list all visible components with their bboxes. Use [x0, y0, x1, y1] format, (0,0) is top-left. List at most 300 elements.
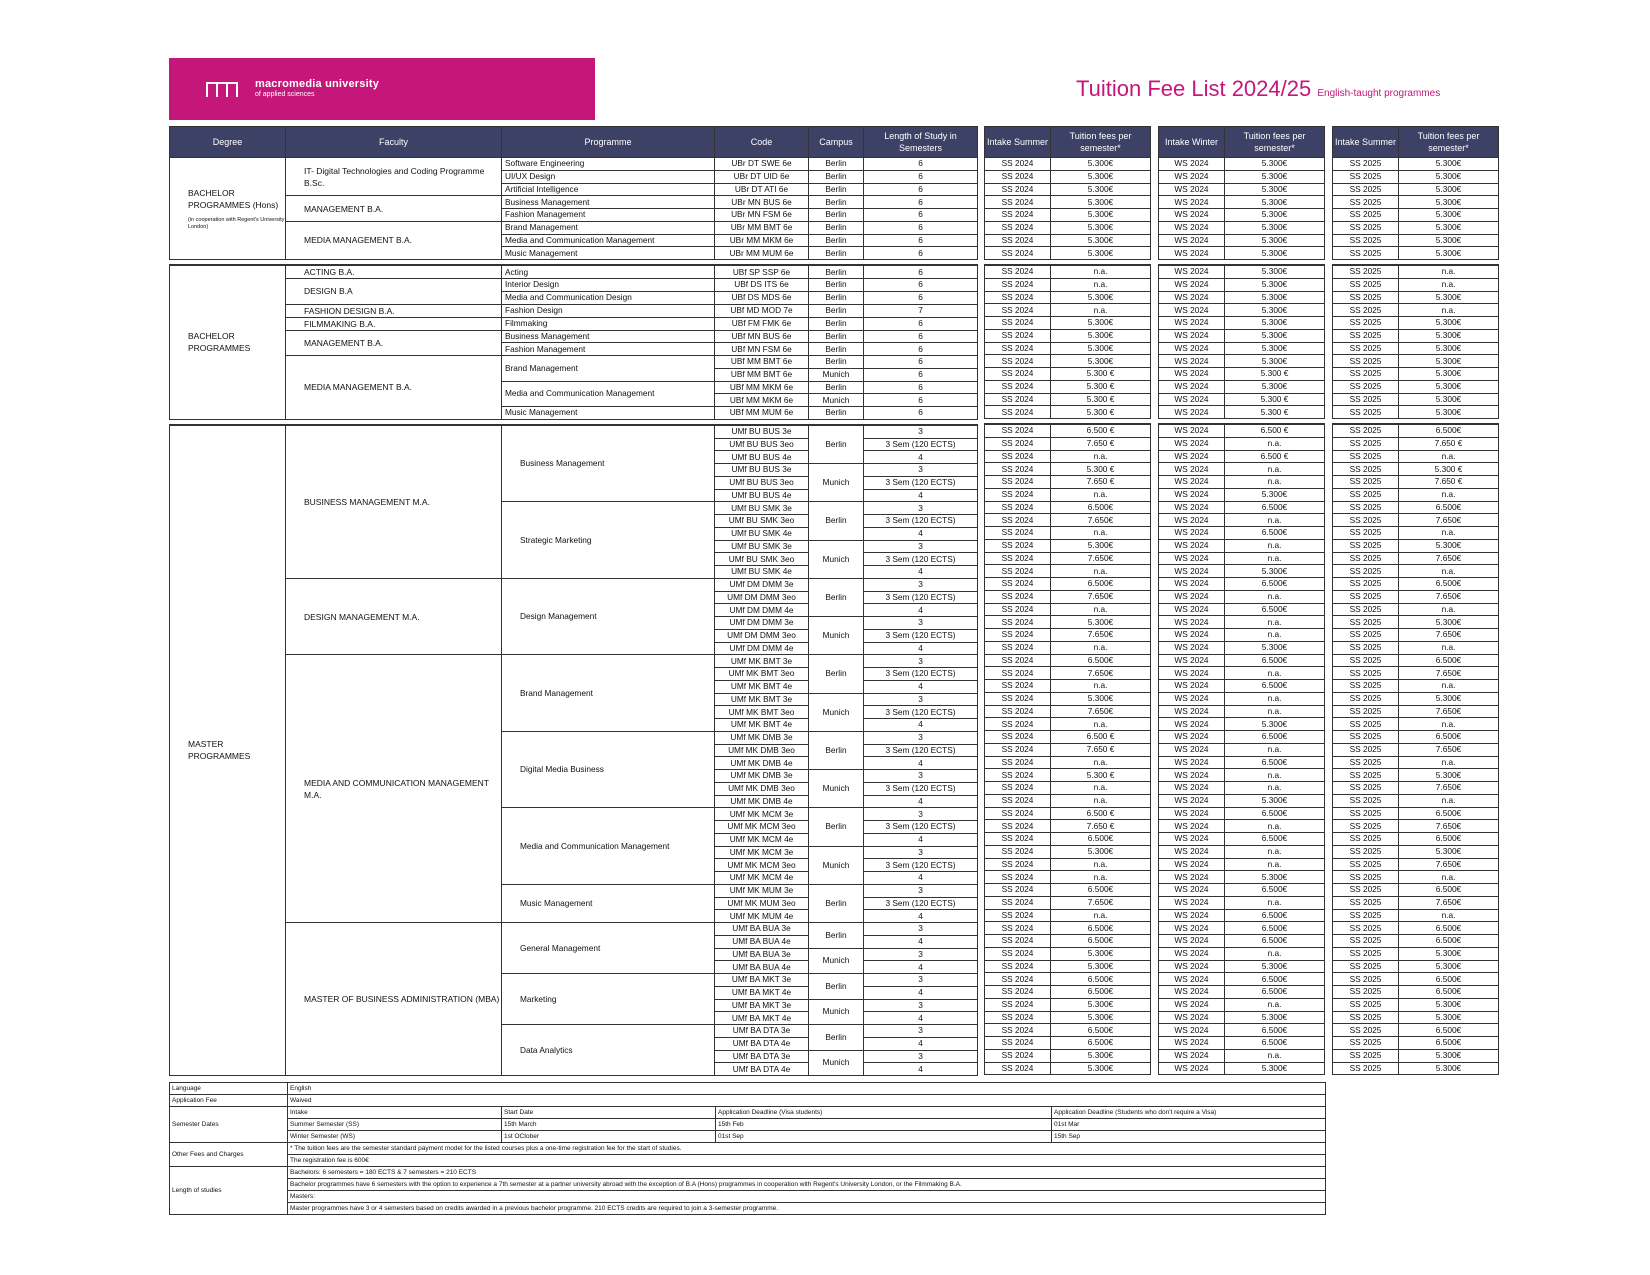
fee-cell: 5.300 €	[1051, 393, 1151, 406]
campus-cell: Munich	[809, 693, 864, 731]
intake-cell: SS 2024	[985, 291, 1051, 304]
intake-cell: SS 2025	[1333, 514, 1399, 527]
fee-cell: 6.500€	[1225, 935, 1325, 948]
length-cell: 7	[864, 304, 978, 317]
intake-cell: SS 2025	[1333, 291, 1399, 304]
length-cell: 3	[864, 425, 978, 438]
title-main: Tuition Fee List 2024/25	[1076, 76, 1312, 101]
length-cell: 3 Sem (120 ECTS)	[864, 744, 978, 757]
fee-cell: 6.500€	[1051, 922, 1151, 935]
fee-cell: n.a.	[1399, 718, 1499, 731]
length-cell: 3	[864, 808, 978, 821]
intake-cell: SS 2024	[985, 896, 1051, 909]
code-cell: UMf MK MCM 3e	[715, 808, 809, 821]
intake-cell: WS 2024	[1159, 476, 1225, 489]
intake-cell: WS 2024	[1159, 527, 1225, 540]
intake-cell: SS 2025	[1333, 565, 1399, 578]
info-value: Master programmes have 3 or 4 semesters based on credits awarded in a previous bachelor programme. 210 ECTS credits are required to join a 3-semester programme.	[288, 1203, 1326, 1215]
fee-cell: 6.500€	[1399, 578, 1499, 591]
fee-cell: n.a.	[1225, 705, 1325, 718]
fee-cell: 5.300€	[1051, 196, 1151, 209]
fee-cell: 6.500€	[1399, 424, 1499, 437]
degree-cell: BACHELOR PROGRAMMES	[170, 265, 286, 419]
programme-cell: Brand Management	[502, 221, 715, 234]
code-cell: UMf BA DTA 4e	[715, 1037, 809, 1050]
intake-cell: SS 2024	[985, 871, 1051, 884]
faculty-cell: DESIGN B.A	[286, 279, 502, 305]
intake-cell: SS 2024	[985, 845, 1051, 858]
length-cell: 3	[864, 884, 978, 897]
fee-cell: 6.500€	[1225, 501, 1325, 514]
intake-cell: SS 2025	[1333, 947, 1399, 960]
intake-summer-header: Intake Summer	[985, 127, 1051, 158]
intake-cell: SS 2024	[985, 820, 1051, 833]
fee-cell: 5.300€	[1399, 1049, 1499, 1062]
fee-cell: n.a.	[1051, 909, 1151, 922]
fee-cell: 5.300€	[1225, 380, 1325, 393]
intake-cell: WS 2024	[1159, 998, 1225, 1011]
intake-cell: SS 2025	[1333, 858, 1399, 871]
fee-cell: n.a.	[1225, 998, 1325, 1011]
fee-cell: n.a.	[1399, 450, 1499, 463]
intake-cell: SS 2025	[1333, 501, 1399, 514]
fee-cell: n.a.	[1225, 629, 1325, 642]
intake-cell: WS 2024	[1159, 578, 1225, 591]
intake-cell: SS 2024	[985, 884, 1051, 897]
fee-cell: n.a.	[1225, 463, 1325, 476]
code-cell: UBf DS MDS 6e	[715, 291, 809, 304]
intake-cell: WS 2024	[1159, 782, 1225, 795]
code-cell: UBf MN BUS 6e	[715, 330, 809, 343]
intake-cell: WS 2024	[1159, 667, 1225, 680]
length-cell: 4	[864, 1012, 978, 1025]
fee-cell: 6.500 €	[1225, 450, 1325, 463]
intake-cell: WS 2024	[1159, 935, 1225, 948]
length-cell: 3	[864, 770, 978, 783]
fee-cell: 6.500€	[1051, 1037, 1151, 1050]
intake-cell: SS 2025	[1333, 1037, 1399, 1050]
fee-cell: 5.300€	[1225, 355, 1325, 368]
faculty-cell: DESIGN MANAGEMENT M.A.	[286, 578, 502, 655]
code-cell: UBr DT SWE 6e	[715, 158, 809, 171]
intake-cell: SS 2024	[985, 450, 1051, 463]
fee-cell: 5.300€	[1051, 355, 1151, 368]
intake-cell: SS 2024	[985, 265, 1051, 278]
programme-cell: General Management	[502, 923, 715, 974]
fee-cell: 5.300€	[1051, 692, 1151, 705]
campus-cell: Berlin	[809, 343, 864, 356]
intake-cell: SS 2025	[1333, 183, 1399, 196]
fee-cell: 5.300 €	[1225, 368, 1325, 381]
intake-cell: WS 2024	[1159, 170, 1225, 183]
fee-cell: 7.650€	[1399, 896, 1499, 909]
fee-cell: n.a.	[1051, 718, 1151, 731]
code-cell: UMf BU BUS 3e	[715, 464, 809, 477]
programme-cell: Music Management	[502, 407, 715, 420]
intake-cell: SS 2025	[1333, 998, 1399, 1011]
code-header: Code	[715, 127, 809, 158]
code-cell: UMf BA MKT 3e	[715, 974, 809, 987]
fee-cell: 5.300 €	[1051, 463, 1151, 476]
degree-cell	[170, 158, 286, 260]
fee-cell: 5.300€	[1051, 183, 1151, 196]
length-cell: 4	[864, 719, 978, 732]
length-cell: 6	[864, 158, 978, 171]
intake-cell: WS 2024	[1159, 743, 1225, 756]
length-cell: 3	[864, 655, 978, 668]
code-cell: UBf MM BMT 6e	[715, 368, 809, 381]
fee-cell: 5.300€	[1225, 871, 1325, 884]
fee-cell: 6.500€	[1225, 654, 1325, 667]
fee-cell: 5.300€	[1399, 380, 1499, 393]
fee-cell: 5.300€	[1225, 342, 1325, 355]
fee-cell: 6.500€	[1399, 935, 1499, 948]
intake-cell: SS 2025	[1333, 476, 1399, 489]
fee-cell: 5.300€	[1225, 565, 1325, 578]
degree-header: Degree	[170, 127, 286, 158]
length-cell: 4	[864, 961, 978, 974]
code-cell: UMf MK DMB 4e	[715, 795, 809, 808]
fee-cell: 5.300€	[1225, 209, 1325, 222]
code-cell: UMf BU SMK 3eo	[715, 515, 809, 528]
intake-cell: WS 2024	[1159, 1037, 1225, 1050]
fee-cell: 5.300€	[1399, 539, 1499, 552]
length-cell: 4	[864, 680, 978, 693]
code-cell: UBr MN BUS 6e	[715, 196, 809, 209]
fee-cell: 5.300€	[1399, 692, 1499, 705]
programme-cell: Digital Media Business	[502, 731, 715, 808]
programme-cell: Fashion Management	[502, 209, 715, 222]
intake-cell: SS 2025	[1333, 654, 1399, 667]
code-cell: UMf MK DMB 3e	[715, 770, 809, 783]
fee-cell: n.a.	[1399, 565, 1499, 578]
intake-cell: SS 2024	[985, 833, 1051, 846]
intake-cell: SS 2024	[985, 692, 1051, 705]
intake-cell: SS 2025	[1333, 973, 1399, 986]
fee-cell: 5.300€	[1399, 183, 1499, 196]
programme-cell: Media and Communication Design	[502, 291, 715, 304]
fee-cell: 5.300€	[1225, 158, 1325, 171]
intake-cell: WS 2024	[1159, 514, 1225, 527]
fee-cell: n.a.	[1399, 794, 1499, 807]
intake-cell: SS 2025	[1333, 833, 1399, 846]
intake-cell: SS 2024	[985, 565, 1051, 578]
campus-cell: Munich	[809, 540, 864, 578]
intake-cell: WS 2024	[1159, 437, 1225, 450]
fees-header: Tuition fees per semester*	[1399, 127, 1499, 158]
fee-cell: n.a.	[1399, 603, 1499, 616]
length-cell: 3 Sem (120 ECTS)	[864, 629, 978, 642]
intake-cell: SS 2024	[985, 552, 1051, 565]
intake-cell: SS 2025	[1333, 756, 1399, 769]
fee-cell: 7.650€	[1051, 590, 1151, 603]
code-cell: UMf BU BUS 4e	[715, 489, 809, 502]
code-cell: UMf MK BMT 4e	[715, 719, 809, 732]
code-cell: UBf MM MUM 6e	[715, 407, 809, 420]
length-cell: 6	[864, 368, 978, 381]
fee-cell: 6.500€	[1051, 986, 1151, 999]
length-cell: 3	[864, 999, 978, 1012]
code-cell: UMf DM DMM 3eo	[715, 629, 809, 642]
fee-cell: 5.300€	[1225, 794, 1325, 807]
fee-cell: 5.300€	[1051, 845, 1151, 858]
fee-cell: 5.300€	[1399, 393, 1499, 406]
faculty-cell: MASTER OF BUSINESS ADMINISTRATION (MBA)	[286, 923, 502, 1076]
info-cell: Application Deadline (Students who don't require a Visa)	[1052, 1107, 1326, 1119]
code-cell: UMf BA MKT 4e	[715, 986, 809, 999]
info-value: Masters:	[288, 1191, 1326, 1203]
logo-subtitle: of applied sciences	[255, 91, 315, 98]
fee-cell: 6.500€	[1399, 654, 1499, 667]
fee-cell: n.a.	[1225, 1049, 1325, 1062]
length-cell: 3 Sem (120 ECTS)	[864, 668, 978, 681]
info-cell: 15th Sep	[1052, 1131, 1326, 1143]
fee-cell: n.a.	[1051, 871, 1151, 884]
length-cell: 3 Sem (120 ECTS)	[864, 782, 978, 795]
programme-cell: Data Analytics	[502, 1025, 715, 1076]
fee-cell: n.a.	[1051, 278, 1151, 291]
programme-cell: Media and Communication Management	[502, 234, 715, 247]
intake-cell: SS 2024	[985, 616, 1051, 629]
fee-cell: 5.300€	[1399, 342, 1499, 355]
fee-cell: 7.650 €	[1051, 743, 1151, 756]
fee-cell: 7.650€	[1399, 743, 1499, 756]
fee-cell: n.a.	[1225, 616, 1325, 629]
fee-cell: 5.300€	[1225, 488, 1325, 501]
fee-cell: 5.300€	[1225, 641, 1325, 654]
intake-cell: WS 2024	[1159, 641, 1225, 654]
programme-header: Programme	[502, 127, 715, 158]
programme-cell: Music Management	[502, 247, 715, 260]
intake-cell: WS 2024	[1159, 539, 1225, 552]
fee-cell: 7.650€	[1399, 629, 1499, 642]
intake-cell: WS 2024	[1159, 368, 1225, 381]
intake-cell: SS 2025	[1333, 871, 1399, 884]
length-cell: 6	[864, 381, 978, 394]
code-cell: UMf BU SMK 3e	[715, 502, 809, 515]
intake-cell: WS 2024	[1159, 756, 1225, 769]
intake-cell: WS 2024	[1159, 450, 1225, 463]
intake-cell: SS 2024	[985, 922, 1051, 935]
intake-cell: SS 2025	[1333, 552, 1399, 565]
intake-cell: SS 2025	[1333, 368, 1399, 381]
info-label: Length of studies	[170, 1167, 288, 1215]
fee-cell: 6.500€	[1225, 578, 1325, 591]
length-cell: 6	[864, 183, 978, 196]
fee-cell: 5.300 €	[1225, 393, 1325, 406]
fee-cell: 5.300€	[1051, 291, 1151, 304]
code-cell: UMf DM DMM 4e	[715, 604, 809, 617]
intake-cell: SS 2025	[1333, 380, 1399, 393]
campus-cell: Berlin	[809, 502, 864, 540]
length-cell: 4	[864, 527, 978, 540]
code-cell: UMf BU BUS 3eo	[715, 438, 809, 451]
faculty-cell: MANAGEMENT B.A.	[286, 330, 502, 356]
fee-cell: 6.500 €	[1051, 731, 1151, 744]
fee-cell: n.a.	[1225, 845, 1325, 858]
intake-cell: WS 2024	[1159, 718, 1225, 731]
campus-cell: Berlin	[809, 221, 864, 234]
intake-cell: SS 2025	[1333, 820, 1399, 833]
intake-cell: SS 2025	[1333, 450, 1399, 463]
length-cell: 3	[864, 464, 978, 477]
faculty-cell: ACTING B.A.	[286, 265, 502, 279]
fee-cell: 5.300€	[1399, 616, 1499, 629]
intake-cell: WS 2024	[1159, 221, 1225, 234]
intake-cell: WS 2024	[1159, 769, 1225, 782]
intake-cell: WS 2024	[1159, 871, 1225, 884]
fees-header: Tuition fees per semester*	[1051, 127, 1151, 158]
intake-cell: SS 2024	[985, 782, 1051, 795]
fee-cell: 7.650€	[1399, 705, 1499, 718]
code-cell: UMf MK MCM 3eo	[715, 821, 809, 834]
length-cell: 3 Sem (120 ECTS)	[864, 821, 978, 834]
programme-cell: Business Management	[502, 196, 715, 209]
code-cell: UMf BU SMK 3eo	[715, 553, 809, 566]
code-cell: UBf MM BMT 6e	[715, 356, 809, 369]
programme-cell: Fashion Design	[502, 304, 715, 317]
intake-cell: SS 2024	[985, 578, 1051, 591]
intake-cell: SS 2024	[985, 196, 1051, 209]
intake-cell: SS 2024	[985, 794, 1051, 807]
programme-cell: Strategic Marketing	[502, 502, 715, 579]
intake-cell: SS 2025	[1333, 603, 1399, 616]
intake-cell: SS 2025	[1333, 692, 1399, 705]
fee-cell: 5.300€	[1051, 1011, 1151, 1024]
length-cell: 4	[864, 757, 978, 770]
intake-cell: SS 2024	[985, 234, 1051, 247]
intake-cell: WS 2024	[1159, 406, 1225, 419]
fee-cell: 7.650€	[1051, 514, 1151, 527]
campus-cell: Berlin	[809, 1025, 864, 1051]
campus-cell: Berlin	[809, 808, 864, 846]
length-cell: 3 Sem (120 ECTS)	[864, 438, 978, 451]
info-cell: 01st Mar	[1052, 1119, 1326, 1131]
intake-cell: SS 2025	[1333, 807, 1399, 820]
programme-cell: Media and Communication Management	[502, 808, 715, 885]
fee-cell: 5.300€	[1225, 247, 1325, 260]
campus-cell: Berlin	[809, 407, 864, 420]
fee-cell: 6.500€	[1225, 527, 1325, 540]
faculty-cell: MEDIA MANAGEMENT B.A.	[286, 221, 502, 259]
code-cell: UBr MM MUM 6e	[715, 247, 809, 260]
degree-note: (in cooperation with Regent's University London)	[188, 216, 285, 230]
code-cell: UMf DM DMM 4e	[715, 642, 809, 655]
intake-cell: SS 2024	[985, 463, 1051, 476]
intake-cell: WS 2024	[1159, 858, 1225, 871]
intake-cell: WS 2024	[1159, 304, 1225, 317]
fee-cell: n.a.	[1225, 590, 1325, 603]
intake-cell: SS 2024	[985, 986, 1051, 999]
fee-cell: 5.300€	[1225, 1011, 1325, 1024]
fee-cell: 7.650€	[1399, 782, 1499, 795]
intake-cell: WS 2024	[1159, 1062, 1225, 1075]
intake-cell: WS 2024	[1159, 1049, 1225, 1062]
fee-cell: 6.500€	[1399, 501, 1499, 514]
fee-cell: 6.500€	[1225, 680, 1325, 693]
fee-cell: 5.300 €	[1051, 380, 1151, 393]
intake-cell: SS 2024	[985, 368, 1051, 381]
fee-cell: 6.500€	[1051, 1024, 1151, 1037]
intake-cell: SS 2025	[1333, 329, 1399, 342]
fee-cell: 5.300 €	[1051, 368, 1151, 381]
faculty-cell: FASHION DESIGN B.A.	[286, 304, 502, 317]
fee-cell: 6.500€	[1225, 909, 1325, 922]
fee-cell: n.a.	[1399, 871, 1499, 884]
code-cell: UMf MK BMT 3e	[715, 693, 809, 706]
code-cell: UMf BA MKT 4e	[715, 1012, 809, 1025]
intake-cell: SS 2024	[985, 1024, 1051, 1037]
fee-cell: 6.500€	[1225, 731, 1325, 744]
fee-cell: 6.500 €	[1051, 807, 1151, 820]
fee-cell: 6.500€	[1225, 986, 1325, 999]
info-value: The registration fee is 600€	[288, 1155, 1326, 1167]
fee-cell: n.a.	[1399, 527, 1499, 540]
code-cell: UMf MK DMB 3eo	[715, 744, 809, 757]
intake-cell: WS 2024	[1159, 909, 1225, 922]
fee-cell: 5.300€	[1051, 158, 1151, 171]
fee-cell: n.a.	[1051, 304, 1151, 317]
campus-cell: Berlin	[809, 265, 864, 279]
intake-cell: SS 2024	[985, 769, 1051, 782]
intake-cell: WS 2024	[1159, 501, 1225, 514]
intake-cell: SS 2025	[1333, 278, 1399, 291]
intake-cell: SS 2025	[1333, 616, 1399, 629]
fee-cell: 5.300€	[1399, 317, 1499, 330]
intake-cell: WS 2024	[1159, 884, 1225, 897]
intake-cell: SS 2025	[1333, 247, 1399, 260]
intake-cell: SS 2025	[1333, 1024, 1399, 1037]
programme-cell: Business Management	[502, 330, 715, 343]
fee-cell: n.a.	[1051, 858, 1151, 871]
intake-cell: SS 2024	[985, 406, 1051, 419]
info-label: Other Fees and Charges	[170, 1143, 288, 1167]
faculty-cell: IT- Digital Technologies and Coding Programme B.Sc.	[286, 158, 502, 196]
faculty-cell: BUSINESS MANAGEMENT M.A.	[286, 425, 502, 579]
intake-cell: SS 2025	[1333, 794, 1399, 807]
intake-summer-header: Intake Summer	[1333, 127, 1399, 158]
programme-cell: Artificial Intelligence	[502, 183, 715, 196]
length-cell: 6	[864, 247, 978, 260]
campus-cell: Berlin	[809, 247, 864, 260]
campus-cell: Munich	[809, 999, 864, 1025]
intake-cell: SS 2024	[985, 654, 1051, 667]
intake-cell: SS 2024	[985, 705, 1051, 718]
fee-cell: 6.500€	[1225, 1037, 1325, 1050]
intake-cell: WS 2024	[1159, 183, 1225, 196]
fee-cell: 5.300€	[1399, 960, 1499, 973]
intake-cell: SS 2024	[985, 221, 1051, 234]
intake-cell: SS 2025	[1333, 884, 1399, 897]
fee-cell: 6.500€	[1051, 884, 1151, 897]
intake-cell: SS 2025	[1333, 437, 1399, 450]
fee-cell: 5.300€	[1051, 616, 1151, 629]
faculty-cell: MEDIA AND COMMUNICATION MANAGEMENT M.A.	[286, 655, 502, 923]
fee-cell: 5.300€	[1051, 170, 1151, 183]
length-cell: 6	[864, 394, 978, 407]
summer-2024-table	[984, 126, 1151, 1075]
length-cell: 3	[864, 578, 978, 591]
fee-cell: n.a.	[1225, 743, 1325, 756]
length-cell: 3 Sem (120 ECTS)	[864, 859, 978, 872]
length-cell: 4	[864, 935, 978, 948]
fee-cell: n.a.	[1399, 304, 1499, 317]
fee-cell: 5.300€	[1051, 209, 1151, 222]
length-cell: 3 Sem (120 ECTS)	[864, 515, 978, 528]
intake-cell: WS 2024	[1159, 265, 1225, 278]
intake-cell: SS 2024	[985, 424, 1051, 437]
intake-cell: SS 2025	[1333, 265, 1399, 278]
